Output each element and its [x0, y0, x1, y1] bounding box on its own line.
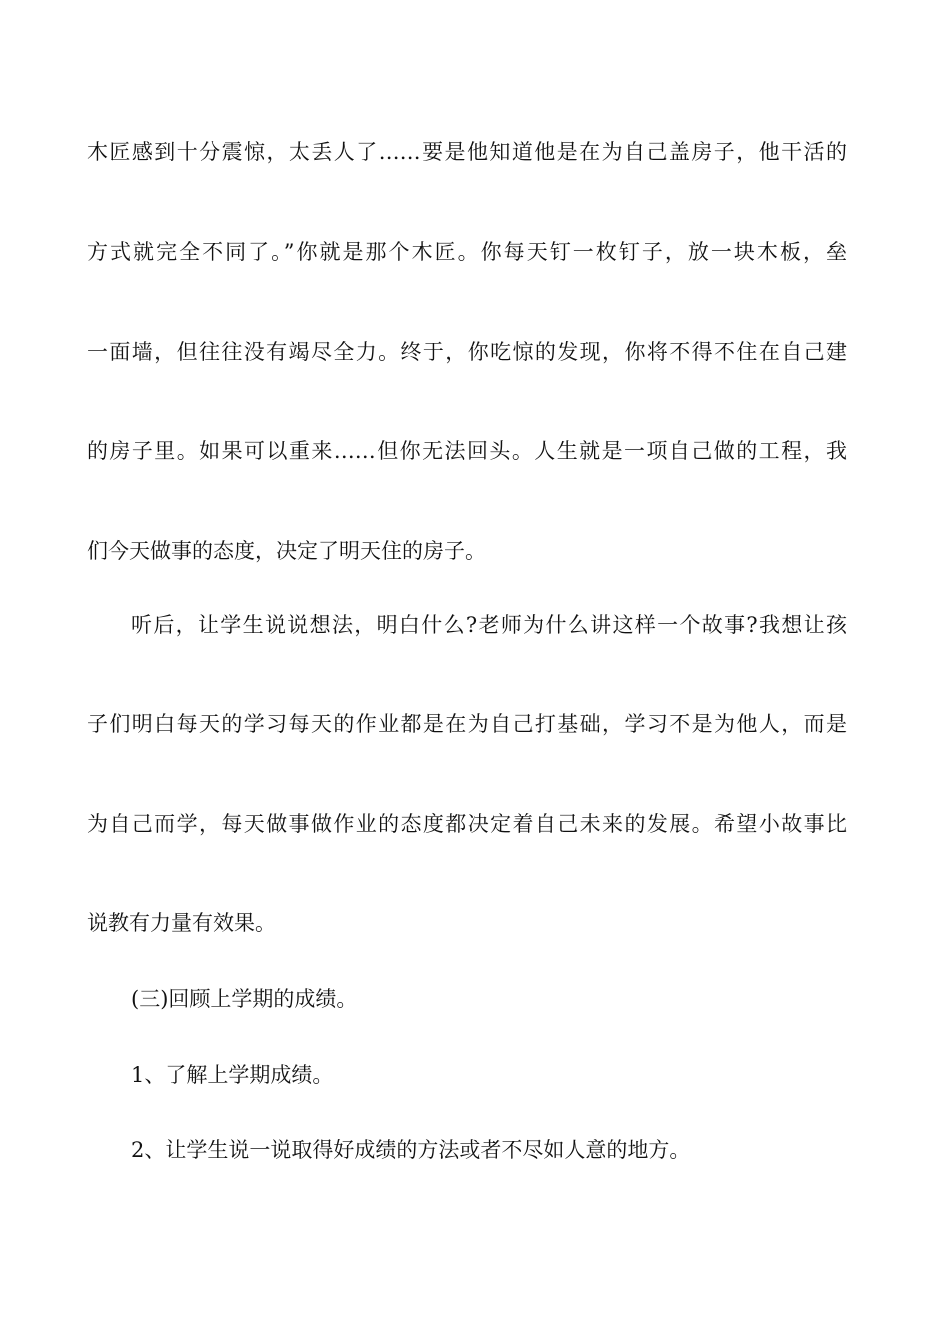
- reflection-line-4: 说教有力量有效果。: [87, 911, 276, 935]
- story-line-4: 的房子里。如果可以重来……但你无法回头。人生就是一项自己做的工程，我: [87, 439, 847, 463]
- list-item-1: 1、了解上学期成绩。: [131, 1063, 334, 1087]
- reflection-line-2: 子们明白每天的学习每天的作业都是在为自己打基础，学习不是为他人，而是: [87, 712, 847, 736]
- story-line-2: 方式就完全不同了。”你就是那个木匠。你每天钉一枚钉子，放一块木板，垒: [87, 240, 847, 264]
- reflection-line-1: 听后，让学生说说想法，明白什么?老师为什么讲这样一个故事?我想让孩: [131, 613, 847, 637]
- story-line-5: 们今天做事的态度，决定了明天住的房子。: [87, 539, 486, 563]
- section-heading: (三)回顾上学期的成绩。: [131, 987, 358, 1011]
- reflection-line-3: 为自己而学，每天做事做作业的态度都决定着自己未来的发展。希望小故事比: [87, 812, 847, 836]
- story-line-3: 一面墙，但往往没有竭尽全力。终于，你吃惊的发现，你将不得不住在自己建: [87, 340, 847, 364]
- story-line-1: 木匠感到十分震惊，太丢人了……要是他知道他是在为自己盖房子，他干活的: [87, 140, 847, 164]
- list-item-2: 2、让学生说一说取得好成绩的方法或者不尽如人意的地方。: [131, 1138, 691, 1162]
